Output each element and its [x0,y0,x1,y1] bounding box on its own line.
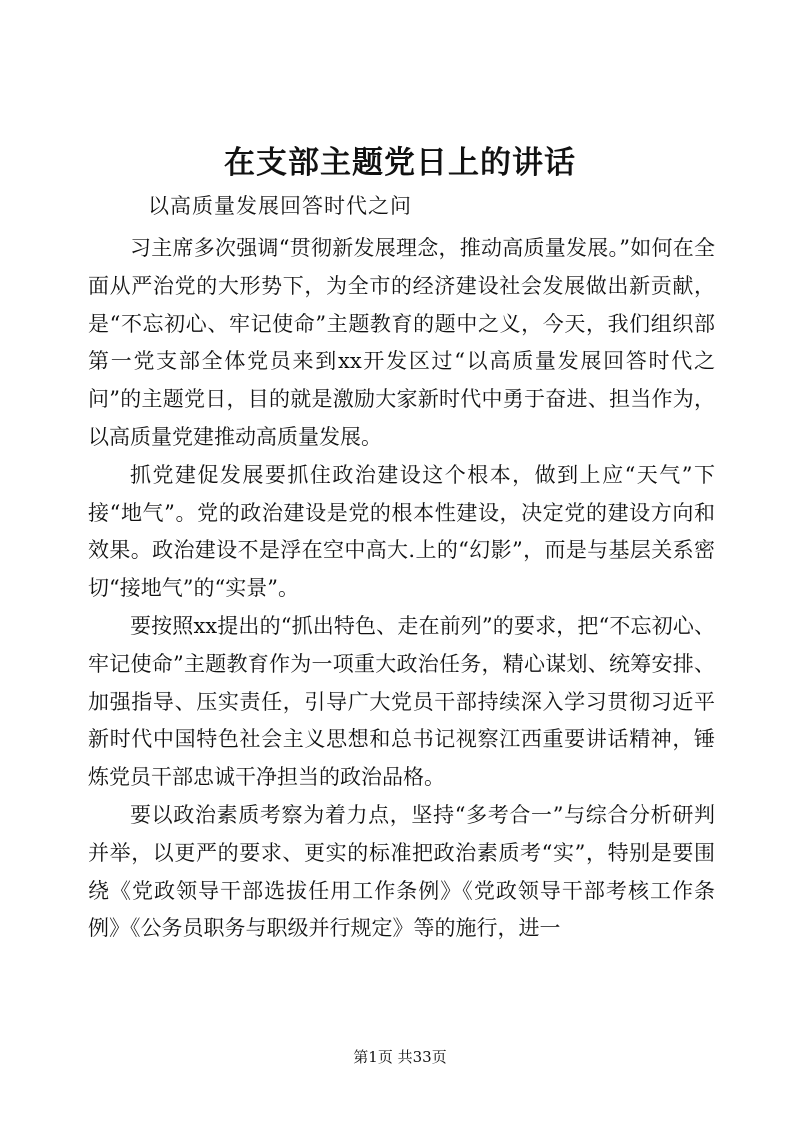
page-footer: 第1页 共33页 [353,1048,447,1066]
page-title: 在支部主题党日上的讲话 [224,145,576,181]
subtitle: 以高质量发展回答时代之问 [148,194,412,218]
paragraph: 要按照xx提出的“抓出特色、走在前列”的要求，把“不忘初心、牢记使命”主题教育作为一项重大政治任务，精心谋划、统筹安排、加强指导、压实责任，引导广大党员干部持续深入学习贯彻习近平新时代中国特色社会主义思想和总书记视察江西重要讲话精神，锤炼党员干部忠诚干净担当的政治品格。 [88,613,715,790]
paragraph: 要以政治素质考察为着力点，坚持“多考合一”与综合分析研判并举，以更严的要求、更实的标准把政治素质考“实”，特别是要围绕《党政领导干部选拔任用工作条例》《党政领导干部考核工作条例》《公务员职务与职级并行规定》等的施行，进一 [88,802,715,941]
paragraph: 习主席多次强调“贯彻新发展理念，推动高质量发展。”如何在全面从严治党的大形势下，为全市的经济建设社会发展做出新贡献，是“不忘初心、牢记使命”主题教育的题中之义，今天，我们组织部第一党支部全体党员来到xx开发区过“以高质量发展回答时代之问”的主题党日，目的就是激励大家新时代中勇于奋进、担当作为，以高质量党建推动高质量发展。 [88,236,715,449]
document-body [88,230,715,948]
paragraph: 抓党建促发展要抓住政治建设这个根本，做到上应“天气”下接“地气”。党的政治建设是党的根本性建设，决定党的建设方向和效果。政治建设不是浮在空中高大.上的“幻影”，而是与基层关系密切“接地气”的“实景”。 [88,462,715,601]
